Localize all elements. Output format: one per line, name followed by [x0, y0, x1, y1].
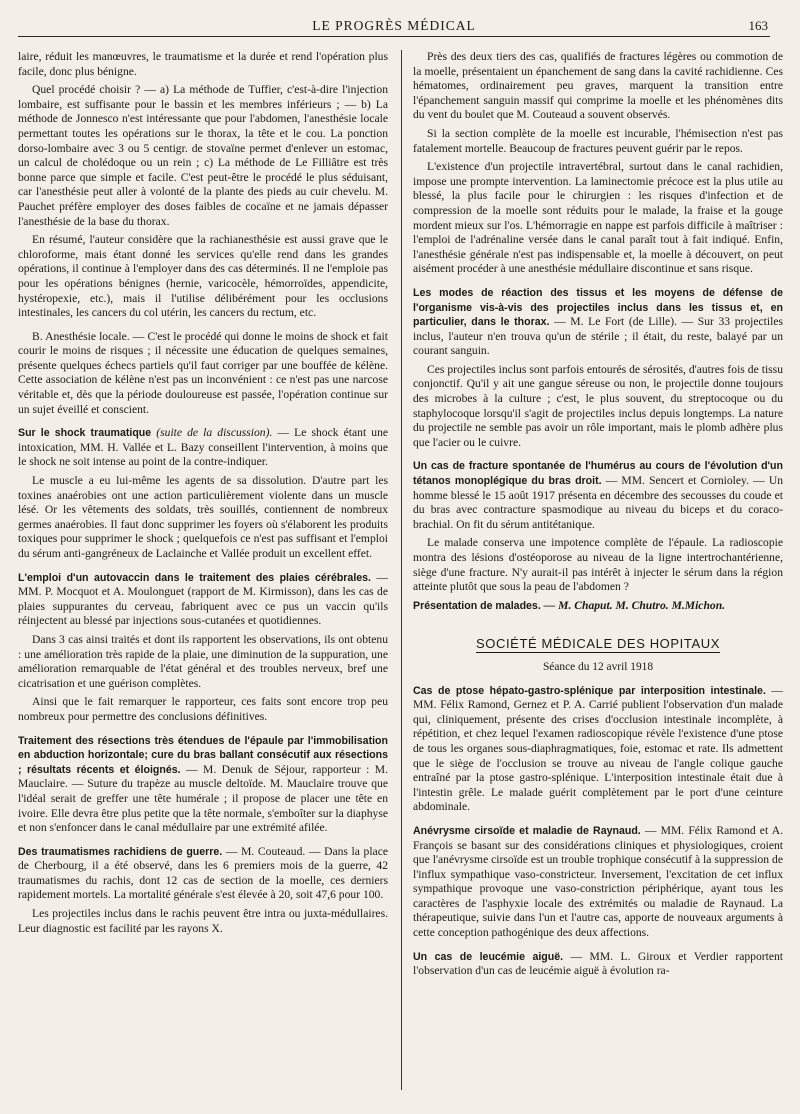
left-column [18, 50, 388, 940]
paragraph: Ces projectiles inclus sont parfois entourés de sérosités, d'autres fois de tissu conjonctif. Qu'il y ait une gangue séreuse ou non, le projectile donne toujours des microbes à la culture ; c'est, le plus souvent, du streptocoque ou du staphylocoque lorsqu'il s'agit de projectiles inclus depuis longtemps. La nature du projectile ne semble pas avoir un rôle important, mais le plomb adhère plus que l'acier ou le cuivre. [413, 362, 783, 449]
paragraph: L'existence d'un projectile intravertébral, surtout dans le canal rachidien, impose une prompte intervention. La laminectomie précoce est la plus utile au blessé, la plus facile pour le chirurgien : les risques d'infection et de compression de la moelle sont réduits pour le malade, la fraise et la gouge mordent mieux sur l'os. L'hémorragie en nappe est parfois difficile à maîtriser : l'emploi de l'adrénaline versée dans le canal paraît tout à fait indiqué. Enfin, l'anesthésie générale n'est pas indispensable et, la moelle à découvert, on peut aisément procéder à une anesthésie médullaire discontinue et sans risque. [413, 160, 783, 276]
article-leucemie [413, 950, 783, 979]
article-heading: Anévrysme cirsoïde et maladie de Raynaud. [413, 824, 641, 837]
column-divider [401, 50, 402, 1090]
article-body: — Le shock étant une intoxication, MM. H. Vallée et L. Bazy conseillent l'intervention, à moins que le shock ne soit intense au point de la contre-indiquer. [18, 426, 389, 469]
article-ptose [413, 684, 783, 815]
paragraph: Quel procédé choisir ? — a) La méthode de Tuffier, c'est-à-dire l'injection lombaire, est suffisante pour le bassin et les membres inférieurs ; — b) La méthode de Jonnesco n'est intéressante que pour l'abdomen, l'anesthésie locale permettant toutes les opérations sur le thorax, la tête et le cou. La ponction dorso-lombaire avec 3 ou 5 centigr. de stovaïne permet d'enlever un estomac, un calcul de cholédoque ou un rein ; c) La méthode de Le Filliâtre est très bonne parce que simple et facile. C'est peut-être le procédé le plus séduisant, car l'anesthésie peut aller à volonté de la plante des pieds au cuir chevelu. M. Pauchet préfère employer des doses faibles de cocaïne et ne jamais dépasser l'anesthésie de la base du thorax. [18, 83, 388, 228]
article-anevrysme [413, 824, 783, 941]
article-heading: L'emploi d'un autovaccin dans le traitement des plaies cérébrales. [18, 571, 371, 584]
article-body: — M. Chaput. M. Chutro. M.Michon. [543, 598, 726, 612]
article-rachidiens [18, 845, 388, 937]
paragraph: Le muscle a eu lui-même les agents de sa dissolution. D'autre part les toxines anaérobies ont une action particulièrement violente dans un muscle lésé. Or les vêtements des soldats, très souillés, contiennent de nombreux germes anaérobies. Il faut donc supprimer les foyers où s'élaborent les produits toxiques pour supprimer le shock ; quelquefois ce n'est pas suffisant et l'emploi du sérum anti-gangréneux de Laclainche et Vallée produit un excellent effet. [18, 474, 388, 560]
paragraph: Les projectiles inclus dans le rachis peuvent être intra ou juxta-médullaires. Leur diagnostic est facilité par les rayons X. [18, 907, 388, 935]
paragraph: laire, réduit les manœuvres, le traumatisme et la durée et rend l'opération plus facile, donc plus bénigne. [18, 50, 388, 78]
article-heading: Sur le shock traumatique [18, 427, 152, 440]
article-body: — MM. L. Giroux et Verdier rapportent l'observation d'un cas de leucémie aiguë à évolution ra- [413, 949, 784, 978]
article-autovaccin [18, 571, 388, 725]
paragraph: Près des deux tiers des cas, qualifiés de fractures légères ou commotion de la moelle, présentaient un épanchement de sang dans la cavité rachidienne. Ces hématomes, ordinairement peu graves, marquent la transition entre l'épanchement sanguin massif qui comprime la moelle et les phénomènes dits du vent du boulet que M. Couteaud a souvent observés. [413, 50, 783, 122]
article-heading: Des traumatismes rachidiens de guerre. [18, 845, 223, 858]
article-body: — MM. Félix Ramond et A. François se basant sur des considérations cliniques et physiologiques, croient que l'anévrysme cirsoïde est un trouble trophique consécutif à la suppression de l'influx sympathique vaso-constricteur. Inversement, l'excitation de cet influx sympathique provoque une vaso-constriction périphérique, ayant tous les caractères de l'asphyxie locale des extrémités ou maladie de Raynaud. La thérapeutique, suivie dans l'un et l'autre cas, apporte de nouveaux arguments à cette conception pathogénique des deux affections. [413, 823, 783, 940]
society-title: SOCIÉTÉ MÉDICALE DES HOPITAUX [476, 636, 720, 652]
paragraph: B. Anesthésie locale. — C'est le procédé qui donne le moins de shock et fait courir le moins de risques ; il nécessite une éducation de quelques semaines, présente quelques échecs partiels qu'il faut corriger par une bouffée de kélène. Cette association de kélène n'est pas un inconvénient : ce n'est pas une narcose véritable et, dès que la période douloureuse est passée, l'opération continue sur un sujet éveillé et conscient. [18, 329, 388, 416]
article-fracture [413, 459, 783, 613]
article-heading: Un cas de leucémie aiguë. [413, 950, 564, 963]
article-body: — MM. P. Mocquot et A. Moulonguet (rapport de M. Kirmisson), dans les cas de plaies suppurantes du cerveau, fabriquent avec ce pus un vaccin qu'ils réinjectent au blessé par injections sous-cutanées et quotidiennes. [18, 570, 388, 628]
paragraph: Si la section complète de la moelle est incurable, l'hémisection n'est pas fatalement mortelle. Beaucoup de fractures peuvent guérir par le repos. [413, 126, 783, 155]
paragraph: En résumé, l'auteur considère que la rachianesthésie est aussi grave que le chloroforme, mais étant donné les services qu'elle rend dans les grandes opérations, il continue à l'employer dans des cas déterminés. Il ne l'emploie pas pour les opérations bénignes (hernie, varicocèle, hémorroïdes, appendicite, hystéropexie, etc.), mais il l'utilise délibérément pour les occlusions intestinales, les cancers du col utérin, les cancers du rectum, etc. [18, 233, 388, 320]
article-heading: Traitement des résections très étendues de l'épaule par l'immobilisation en abduction horizontale; cure du bras ballant consécutif aux résections ; résultats récents et éloignés. [18, 734, 388, 776]
article-body: — M. Denuk de Séjour, rapporteur : M. Mauclaire. — Suture du trapèze au muscle deltoïde. M. Mauclaire trouve que l'idéal serait de greffer une tête humérale ; il propose de placer une tête en ivoire. Elle devra être plus petite que la tête normale, s'emboîter sur la diaphyse et non s'enfoncer dans le canal médullaire par une extrémité afilée. [18, 762, 388, 835]
article-shock [18, 426, 388, 561]
paragraph: Le malade conserva une impotence complète de l'épaule. La radioscopie montra des lésions d'ostéoporose au niveau de la ligne intertrochantérienne, siège d'une fracture. N'y aurait-il pas intérêt à injecter le sérum dans la région atteinte plutôt que sous la peau de l'abdomen ? [413, 536, 783, 594]
session-date: Séance du 12 avril 1918 [542, 660, 654, 673]
paragraph: Ainsi que le fait remarquer le rapporteur, ces faits sont encore trop peu nombreux pour permettre des conclusions définitives. [18, 695, 388, 723]
article-source: (suite de la discussion). [156, 426, 273, 440]
article-resections [18, 734, 388, 836]
article-body: — MM. Sencert et Cornioley. — Un homme blessé le 15 août 1917 présenta en décembre des secousses du coude et du bras avec contracture spasmodique au niveau du biceps et du coraco-brachial. On fit du sérum antitétanique. [413, 474, 783, 531]
page-header [18, 14, 770, 37]
article-heading: Les modes de réaction des tissus et les moyens de défense de l'organisme vis-à-vis des projectiles inclus dans les tissus et, en particulier, dans le thorax. [413, 286, 783, 329]
running-title: LE PROGRÈS MÉDICAL [312, 18, 476, 33]
article-body: — M. Le Fort (de Lille). — Sur 33 projectiles inclus, l'auteur n'en trouva qu'un de stérile ; il était, du reste, balayé par un courant sanguin. [413, 315, 784, 358]
article-body: — M. Couteaud. — Dans la place de Cherbourg, il a été observé, dans les 6 premiers mois de la guerre, 42 traumatismes du rachis, dont 12 cas de section de la moelle, ces derniers rapidement mortels. La mortalité générale s'est élevée à 20, soit 47,6 pour 100. [18, 844, 388, 902]
article-heading: Cas de ptose hépato-gastro-splénique par interposition intestinale. [413, 684, 766, 697]
article-heading: Un cas de fracture spontanée de l'humérus au cours de l'évolution d'un tétanos monoplégique du bras droit. [413, 460, 783, 488]
right-column [413, 50, 783, 983]
article-heading: Présentation de malades. [413, 599, 541, 612]
paragraph: Dans 3 cas ainsi traités et dont ils rapportent les observations, ils ont obtenu : une amélioration très rapide de la plaie, une diminution de la suppuration, une amélioration remarquable de l'état général et des troubles nerveux, bref une cicatrisation et une guérison complètes. [18, 632, 388, 690]
page-number: 163 [748, 18, 768, 33]
article-modes [413, 286, 783, 451]
article-body: — MM. Félix Ramond, Gernez et P. A. Carrié publient l'observation d'un malade qui, cliniquement, présente des crises d'occlusion intestinale incomplète, à répétition, et chez lequel l'examen radioscopique révèle l'existence d'une ptose de tous les organes sous-diaphragmatiques, foie, estomac et rate. Ils admettent que le siège de l'occlusion se trouve au niveau de l'angle colique gauche entraîné par la ptose gastro-splénique. L'interposition intestinale était due à l'intestin grêle. Le malade guérit complètement par le port d'une ceinture abdominale. [413, 683, 783, 814]
